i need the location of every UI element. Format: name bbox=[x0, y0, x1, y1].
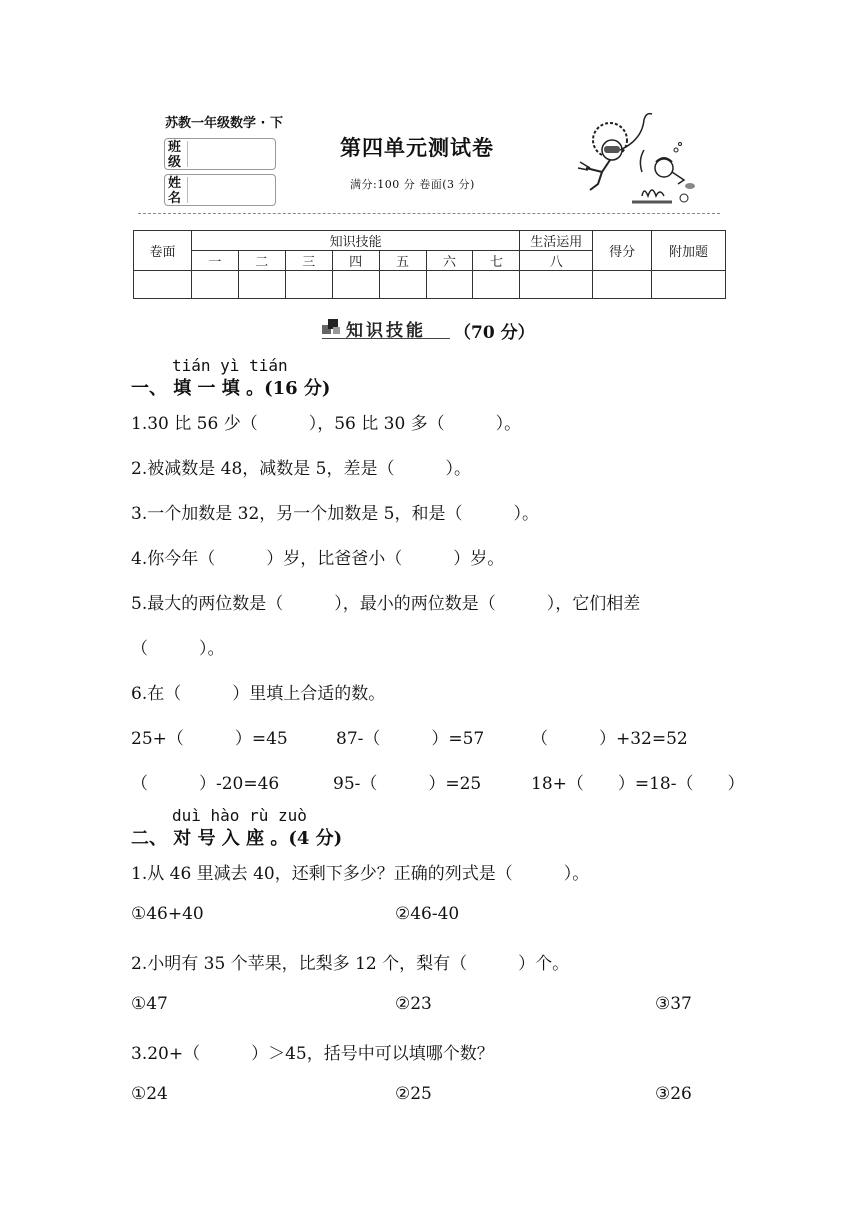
score-num: 八 bbox=[520, 251, 593, 271]
question-line: 6.在（ ）里填上合适的数。 bbox=[131, 684, 386, 704]
score-num: 五 bbox=[379, 251, 426, 271]
score-col-zhishi: 知识技能 bbox=[191, 231, 519, 251]
equation: （ ）-20=46 bbox=[131, 774, 280, 794]
score-cell[interactable] bbox=[238, 271, 285, 299]
score-col-defen: 得分 bbox=[593, 231, 652, 271]
question-line: 2.小明有 35 个苹果，比梨多 12 个，梨有（ ）个。 bbox=[131, 954, 570, 974]
score-col-juanmian: 卷面 bbox=[134, 231, 192, 271]
score-cell[interactable] bbox=[285, 271, 332, 299]
part1-heading: 一、 填 一 填 。(16 分) bbox=[131, 378, 331, 399]
score-cell[interactable] bbox=[134, 271, 192, 299]
score-num: 四 bbox=[332, 251, 379, 271]
score-table bbox=[133, 230, 726, 299]
question-line: 1.30 比 56 少（ ），56 比 30 多（ ）。 bbox=[131, 414, 522, 434]
section-badge bbox=[322, 316, 450, 339]
class-field[interactable] bbox=[164, 138, 276, 170]
question-line: 3.20+（ ）＞45，括号中可以填哪个数？ bbox=[131, 1044, 494, 1064]
part1-pinyin: tián yì tián bbox=[172, 356, 288, 375]
score-num: 三 bbox=[285, 251, 332, 271]
question-line: 2.被减数是 48，减数是 5，差是（ ）。 bbox=[131, 459, 471, 479]
score-cell[interactable] bbox=[191, 271, 238, 299]
header-divider bbox=[138, 213, 720, 214]
part2-pinyin: duì hào rù zuò bbox=[172, 806, 307, 825]
diver-kids-illustration bbox=[572, 110, 700, 210]
score-col-fujia: 附加题 bbox=[652, 231, 726, 271]
class-label: 班 级 bbox=[168, 140, 182, 170]
name-field[interactable] bbox=[164, 174, 276, 206]
option[interactable]: ①46+40 bbox=[131, 904, 204, 924]
score-num: 一 bbox=[191, 251, 238, 271]
option[interactable]: ①47 bbox=[131, 994, 168, 1014]
question-line: 3.一个加数是 32，另一个加数是 5，和是（ ）。 bbox=[131, 504, 539, 524]
option[interactable]: ②25 bbox=[395, 1084, 432, 1104]
question-line: 5.最大的两位数是（ ），最小的两位数是（ ），它们相差 bbox=[131, 594, 641, 614]
squares-icon bbox=[322, 318, 342, 336]
option[interactable]: ②23 bbox=[395, 994, 432, 1014]
equation: 87-（ ）=57 bbox=[336, 729, 485, 749]
equation: 95-（ ）=25 bbox=[333, 774, 482, 794]
score-cell[interactable] bbox=[652, 271, 726, 299]
score-cell[interactable] bbox=[520, 271, 593, 299]
equation: （ ）+32=52 bbox=[531, 729, 688, 749]
book-brand: 苏教一年级数学 · 下 bbox=[165, 116, 283, 131]
question-line: 4.你今年（ ）岁，比爸爸小（ ）岁。 bbox=[131, 549, 505, 569]
page-title: 第四单元测试卷 bbox=[340, 136, 494, 160]
score-cell[interactable] bbox=[332, 271, 379, 299]
name-label: 姓 名 bbox=[168, 176, 182, 206]
section-badge-score: （70 分） bbox=[454, 323, 535, 343]
option[interactable]: ③37 bbox=[655, 994, 692, 1014]
part2-heading: 二、 对 号 入 座 。(4 分) bbox=[131, 828, 343, 849]
question-line: （ ）。 bbox=[131, 639, 225, 659]
score-cell[interactable] bbox=[473, 271, 520, 299]
section-badge-text: 知识技能 bbox=[346, 321, 426, 341]
option[interactable]: ③26 bbox=[655, 1084, 692, 1104]
score-col-shenghuo: 生活运用 bbox=[520, 231, 593, 251]
score-num: 六 bbox=[426, 251, 473, 271]
equation: 18+（ ）=18-（ ） bbox=[531, 774, 745, 794]
score-num: 二 bbox=[238, 251, 285, 271]
score-cell[interactable] bbox=[426, 271, 473, 299]
equation: 25+（ ）=45 bbox=[131, 729, 288, 749]
question-line: 1.从 46 里减去 40，还剩下多少？正确的列式是（ ）。 bbox=[131, 864, 590, 884]
page-subtitle: 满分:100 分 卷面(3 分) bbox=[350, 178, 475, 191]
option[interactable]: ①24 bbox=[131, 1084, 168, 1104]
field-divider bbox=[187, 141, 188, 167]
field-divider bbox=[187, 177, 188, 203]
score-cell[interactable] bbox=[593, 271, 652, 299]
score-num: 七 bbox=[473, 251, 520, 271]
score-cell[interactable] bbox=[379, 271, 426, 299]
option[interactable]: ②46-40 bbox=[395, 904, 460, 924]
